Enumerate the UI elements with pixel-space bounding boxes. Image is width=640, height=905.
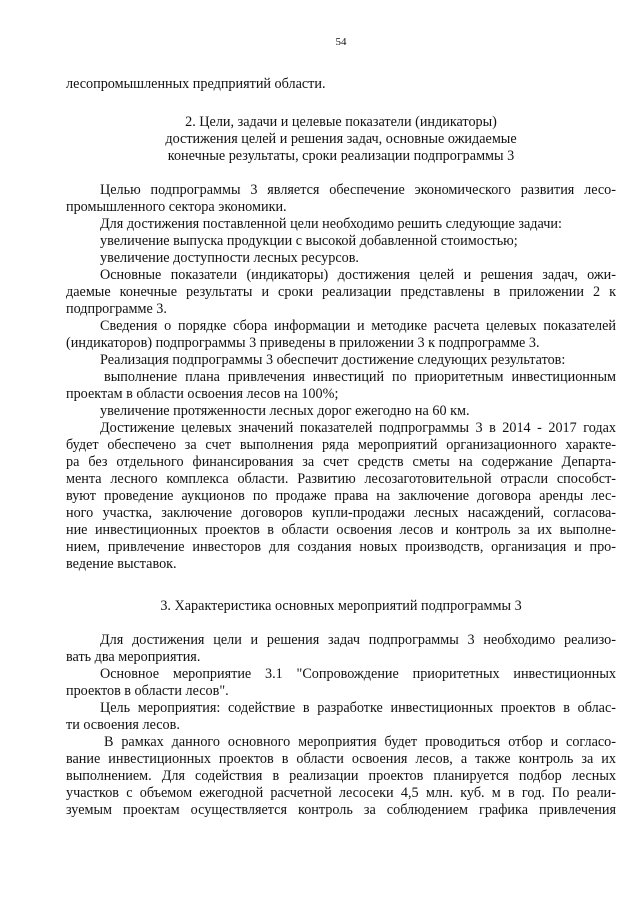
paragraph-line: Для достижения поставленной цели необходимо решить следующие задачи: bbox=[100, 216, 562, 232]
paragraph-line: будет обеспечено за счет выполнения ряда мероприятий организационного характе- bbox=[66, 437, 616, 453]
paragraph-line: нием, привлечение инвесторов для создания новых производств, организация и про- bbox=[66, 539, 616, 555]
heading-line: конечные результаты, сроки реализации подпрограммы 3 bbox=[167, 148, 515, 164]
paragraph-line: ра без отдельного финансирования за счет средств сметы на содержание Департа- bbox=[66, 454, 616, 470]
section-3-heading: 3. Характеристика основных мероприятий подпрограммы 3 bbox=[160, 598, 522, 614]
paragraph-line: проектам в области освоения лесов на 100%; bbox=[66, 386, 339, 402]
section-3-body bbox=[66, 632, 616, 819]
paragraph-line: увеличение доступности лесных ресурсов. bbox=[100, 250, 359, 266]
paragraph-line: ведение выставок. bbox=[66, 556, 177, 572]
paragraph-line: ние инвестиционных проектов в области освоения лесов и контроль за их выполне- bbox=[66, 522, 616, 538]
paragraph-line: Реализация подпрограммы 3 обеспечит достижение следующих результатов: bbox=[100, 352, 566, 368]
paragraph-line: Цель мероприятия: содействие в разработке инвестиционных проектов в облас- bbox=[100, 700, 616, 716]
paragraph-line: ного участка, заключение договоров купли-продажи лесных насаждений, согласова- bbox=[66, 505, 616, 521]
paragraph-line: проектов в области лесов". bbox=[66, 683, 229, 699]
paragraph-line: увеличение протяженности лесных дорог ежегодно на 60 км. bbox=[100, 403, 470, 419]
paragraph-line: мента лесного комплекса области. Развитию лесозаготовительной отрасли способст- bbox=[66, 471, 616, 487]
paragraph-line: Целью подпрограммы 3 является обеспечение экономического развития лесо- bbox=[100, 182, 616, 198]
paragraph-line: вать два мероприятия. bbox=[66, 649, 201, 665]
paragraph-line: (индикаторов) подпрограммы 3 приведены в приложении 3 к подпрограмме 3. bbox=[66, 335, 540, 351]
heading-line: достижения целей и решения задач, основные ожидаемые bbox=[165, 131, 517, 147]
section-2-body bbox=[66, 182, 616, 573]
paragraph-line: даемые конечные результаты и сроки реализации представлены в приложении 2 к bbox=[66, 284, 616, 300]
paragraph-line: увеличение выпуска продукции с высокой добавленной стоимостью; bbox=[100, 233, 518, 249]
heading-line: 2. Цели, задачи и целевые показатели (индикаторы) bbox=[185, 114, 497, 130]
paragraph-line: Достижение целевых значений показателей подпрограммы 3 в 2014 - 2017 годах bbox=[100, 420, 616, 436]
paragraph-line: выполнение плана привлечения инвестиций по приоритетным инвестиционным bbox=[104, 369, 616, 385]
paragraph-line: Основные показатели (индикаторы) достижения целей и решения задач, ожи- bbox=[100, 267, 616, 283]
paragraph-line: зуемым проектам осуществляется контроль за соблюдением графика привлечения bbox=[66, 802, 616, 818]
paragraph-line: участков с объемом ежегодной расчетной лесосеки 4,5 млн. куб. м в год. По реали- bbox=[66, 785, 616, 801]
section-2-heading bbox=[66, 114, 616, 165]
paragraph-line: выполнением. Для содействия в реализации проектов планируется подбор лесных bbox=[66, 768, 616, 784]
paragraph-line: Для достижения цели и решения задач подпрограммы 3 необходимо реализо- bbox=[100, 632, 616, 648]
paragraph-line: вуют проведение аукционов по продаже права на заключение договора аренды лес- bbox=[66, 488, 616, 504]
paragraph-line: Основное мероприятие 3.1 "Сопровождение приоритетных инвестиционных bbox=[100, 666, 616, 682]
paragraph-line: вание инвестиционных проектов в области освоения лесов, а также контроль за их bbox=[66, 751, 616, 767]
paragraph-line: В рамках данного основного мероприятия будет проводиться отбор и согласо- bbox=[104, 734, 616, 750]
paragraph-line: промышленного сектора экономики. bbox=[66, 199, 287, 215]
paragraph-line: ти освоения лесов. bbox=[66, 717, 180, 733]
paragraph-line: подпрограмме 3. bbox=[66, 301, 167, 317]
page-number: 54 bbox=[335, 36, 347, 48]
paragraph-line: Сведения о порядке сбора информации и методике расчета целевых показателей bbox=[100, 318, 616, 334]
intro-line: лесопромышленных предприятий области. bbox=[66, 76, 326, 92]
